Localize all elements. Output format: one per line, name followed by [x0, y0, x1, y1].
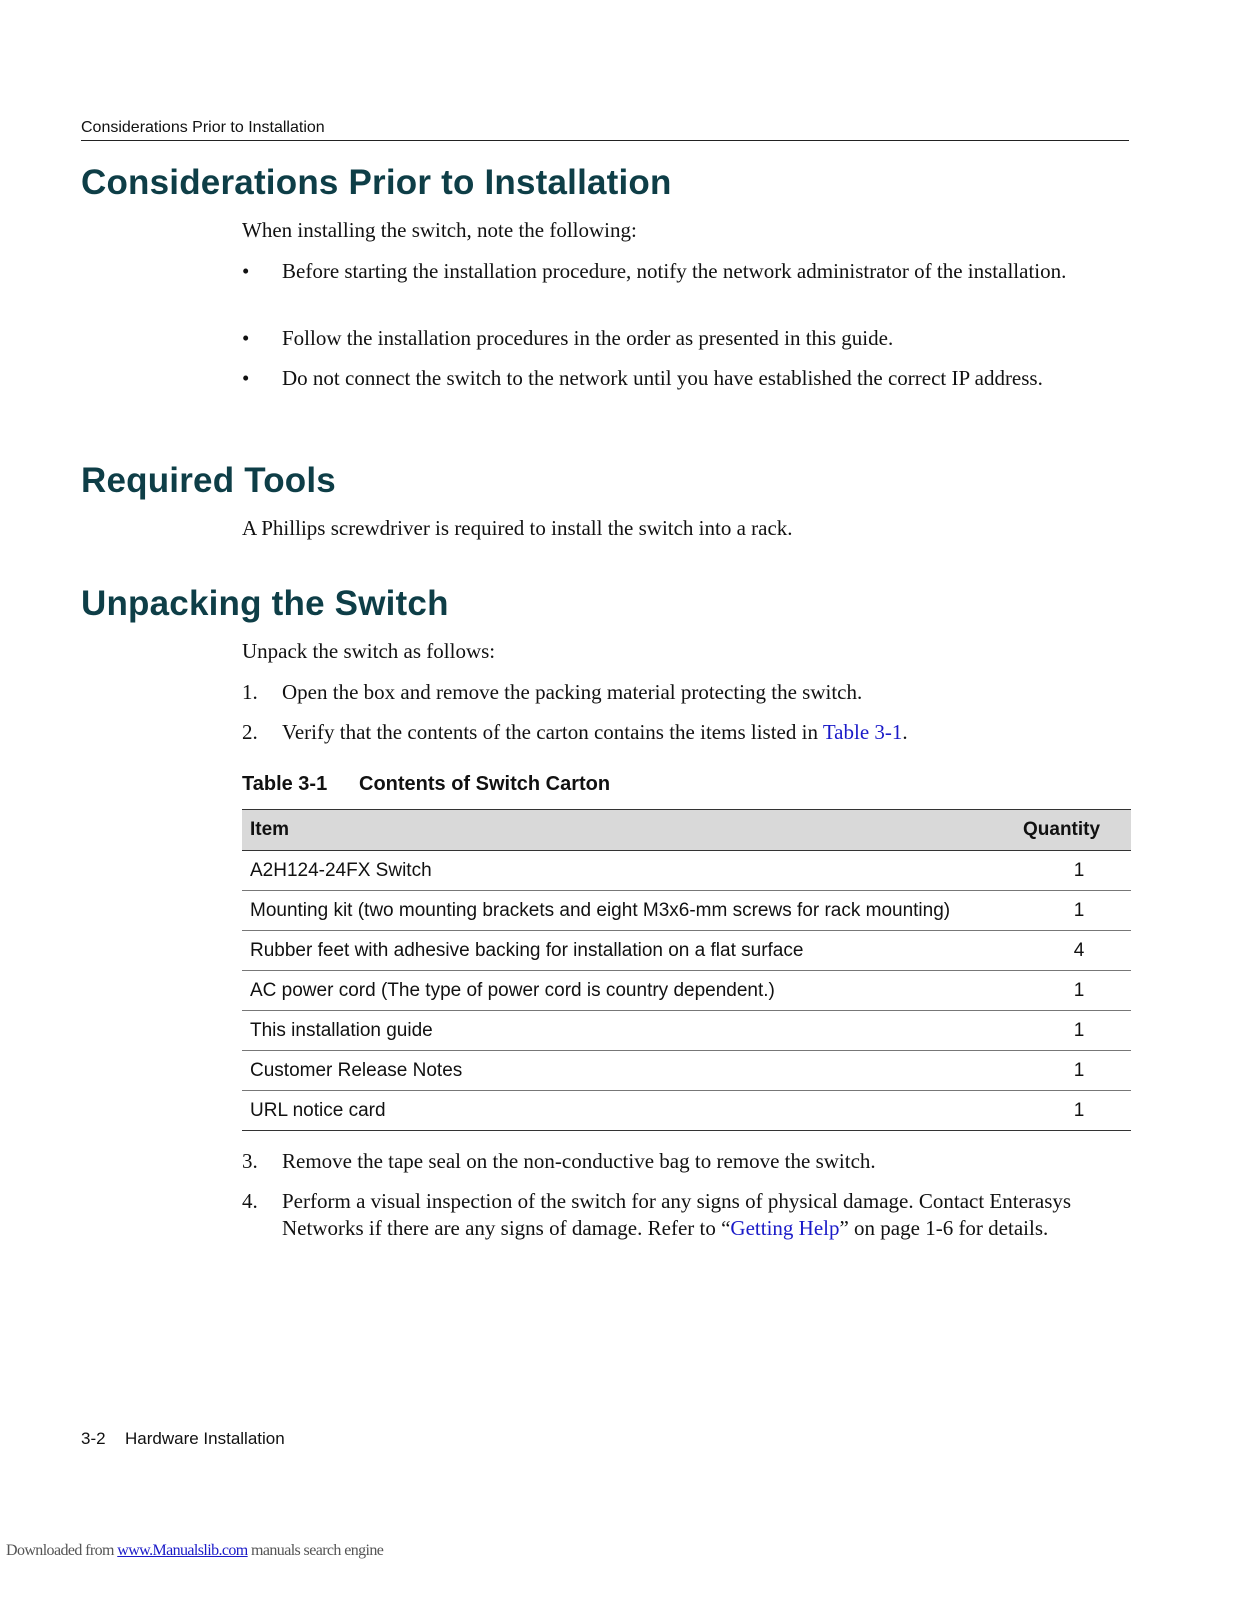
step-text-after: . — [902, 720, 908, 744]
step-text — [282, 1188, 1122, 1242]
download-prefix: Downloaded from — [6, 1542, 118, 1559]
quantity-cell: 1 — [1013, 1011, 1131, 1051]
section-heading-considerations: Considerations Prior to Installation — [81, 163, 672, 202]
table-caption — [242, 773, 610, 796]
footer-section: Hardware Installation — [125, 1429, 285, 1448]
step-text: Open the box and remove the packing material protecting the switch. — [282, 680, 863, 704]
quantity-cell: 1 — [1013, 971, 1131, 1011]
column-header-item: Item — [242, 810, 1013, 851]
column-header-quantity: Quantity — [1013, 810, 1131, 851]
section-heading-required-tools: Required Tools — [81, 461, 336, 500]
step-number: 3. — [242, 1149, 258, 1173]
item-cell: This installation guide — [242, 1011, 1013, 1051]
table-caption-number: Table 3-1 — [242, 773, 328, 795]
step-text: Remove the tape seal on the non-conductive bag to remove the switch. — [282, 1149, 876, 1173]
page-footer — [81, 1429, 285, 1449]
step-item — [242, 679, 1122, 706]
table-row — [242, 931, 1131, 971]
quantity-cell: 1 — [1013, 851, 1131, 891]
section-heading-unpacking: Unpacking the Switch — [81, 584, 449, 623]
step-item — [242, 1148, 1122, 1175]
quantity-cell: 1 — [1013, 1051, 1131, 1091]
step-number: 2. — [242, 720, 258, 744]
item-cell: Mounting kit (two mounting brackets and eight M3x6-mm screws for rack mounting) — [242, 891, 1013, 931]
bullet-text: Before starting the installation procedure, notify the network administrator of the installation. — [282, 259, 1067, 283]
table-row — [242, 971, 1131, 1011]
manualslib-link[interactable]: www.Manualslib.com — [117, 1542, 248, 1559]
page-number: 3-2 — [81, 1429, 106, 1448]
bullet-text: Follow the installation procedures in the order as presented in this guide. — [282, 326, 894, 350]
step-number: 4. — [242, 1189, 258, 1213]
unpacking-intro: Unpack the switch as follows: — [242, 639, 496, 663]
step-item — [242, 719, 1122, 746]
getting-help-link[interactable]: Getting Help — [730, 1216, 840, 1240]
bullet-marker: • — [242, 366, 250, 390]
step-text — [282, 719, 1122, 746]
running-header: Considerations Prior to Installation — [81, 119, 1129, 141]
quantity-cell: 1 — [1013, 891, 1131, 931]
bullet-item — [242, 258, 1122, 285]
table-row — [242, 891, 1131, 931]
table-3-1-link[interactable]: Table 3-1 — [822, 720, 903, 744]
item-cell: URL notice card — [242, 1091, 1013, 1131]
quantity-cell: 4 — [1013, 931, 1131, 971]
bullet-item — [242, 365, 1122, 392]
item-cell: Rubber feet with adhesive backing for installation on a flat surface — [242, 931, 1013, 971]
bullet-text: Do not connect the switch to the network until you have established the correct IP address. — [282, 366, 1043, 390]
step-text-after: ” on page 1-6 for details. — [839, 1216, 1049, 1240]
bullet-item — [242, 325, 1122, 352]
item-cell: AC power cord (The type of power cord is country dependent.) — [242, 971, 1013, 1011]
table-caption-title: Contents of Switch Carton — [359, 773, 611, 795]
required-tools-text: A Phillips screwdriver is required to install the switch into a rack. — [242, 516, 793, 540]
table-row — [242, 1011, 1131, 1051]
table-row — [242, 851, 1131, 891]
bullet-marker: • — [242, 259, 250, 283]
step-number: 1. — [242, 680, 258, 704]
contents-table — [242, 809, 1131, 1131]
table-row — [242, 1091, 1131, 1131]
table-header-row — [242, 810, 1131, 851]
item-cell: Customer Release Notes — [242, 1051, 1013, 1091]
item-cell: A2H124-24FX Switch — [242, 851, 1013, 891]
quantity-cell: 1 — [1013, 1091, 1131, 1131]
table-row — [242, 1051, 1131, 1091]
step-text-before: Verify that the contents of the carton contains the items listed in — [282, 720, 823, 744]
download-suffix: manuals search engine — [247, 1542, 384, 1559]
bullet-marker: • — [242, 326, 250, 350]
step-text-before: Perform a visual inspection of the switch for any signs of physical damage. Contact Enterasys Networks if there are any signs of damage. Refer to “ — [282, 1189, 1072, 1240]
download-banner — [6, 1542, 383, 1560]
step-item — [242, 1188, 1122, 1242]
considerations-intro: When installing the switch, note the following: — [242, 218, 637, 242]
